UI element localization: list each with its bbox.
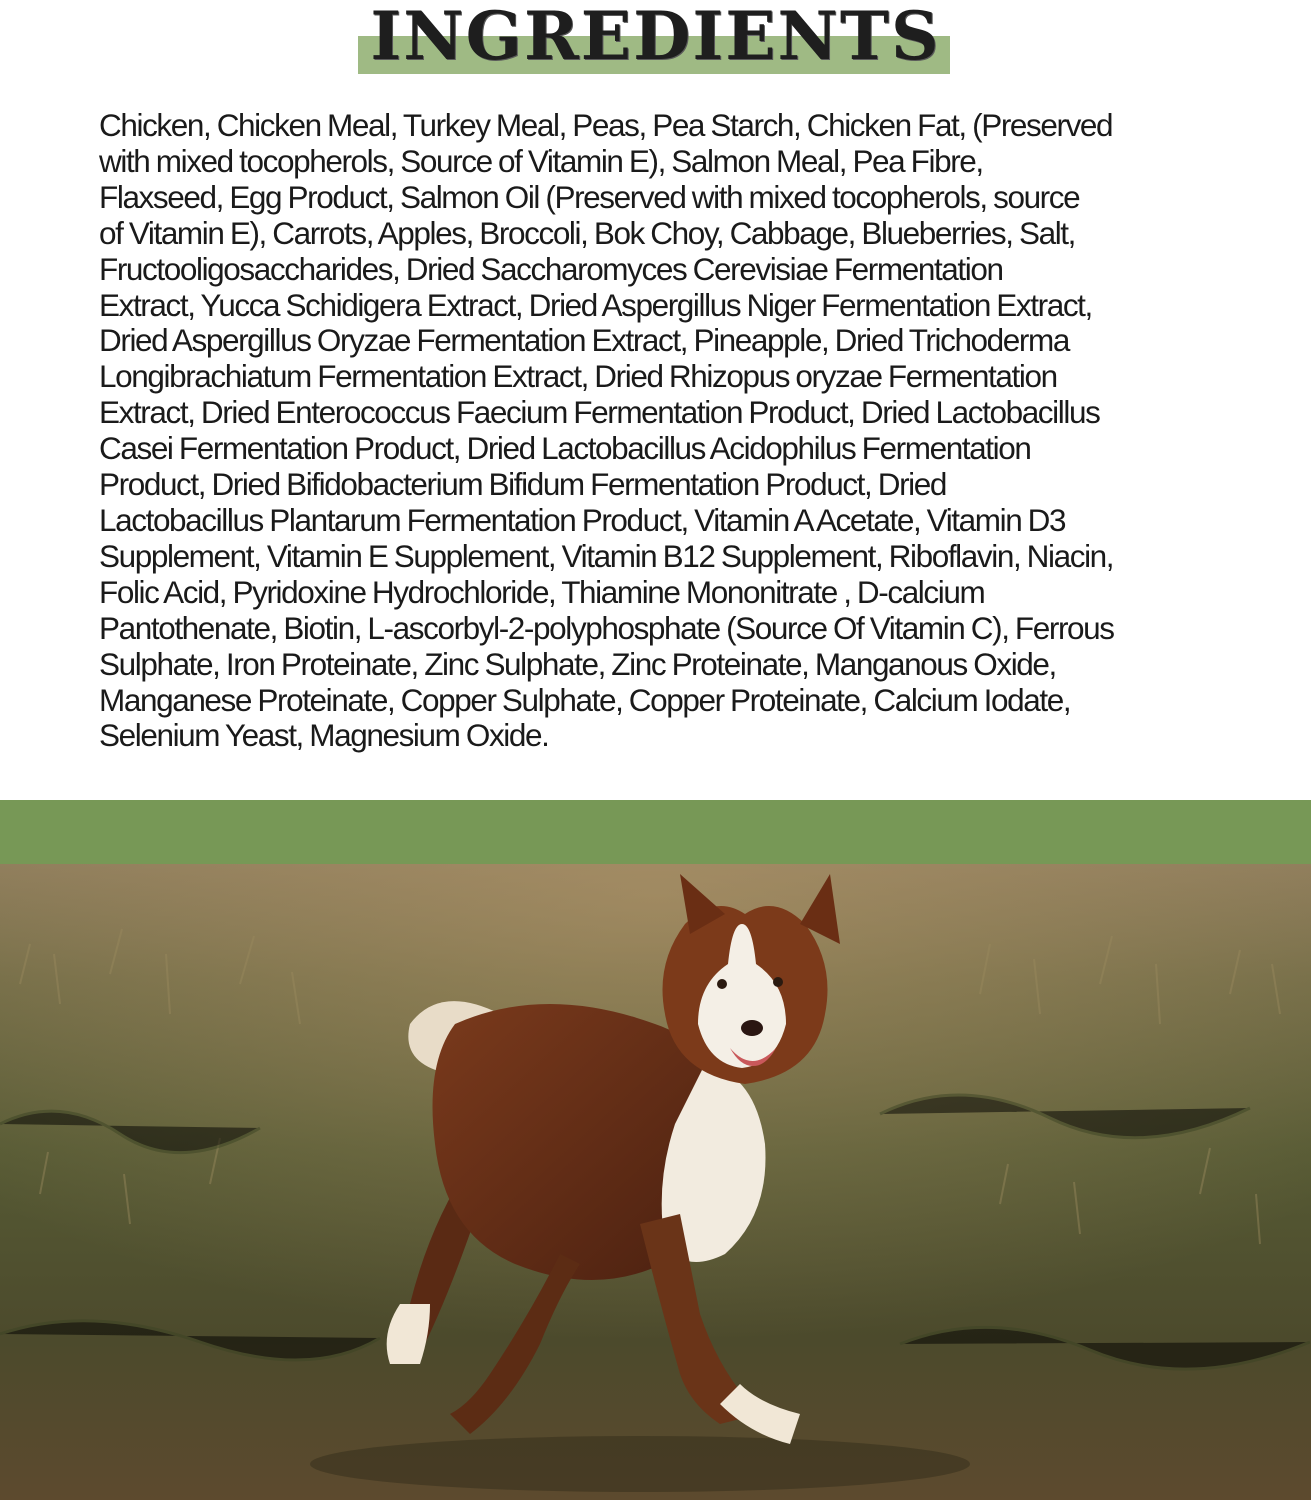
heading-section	[0, 0, 1311, 75]
dog-photo	[0, 864, 1311, 1500]
ingredients-list: Chicken, Chicken Meal, Turkey Meal, Peas, Pea Starch, Chicken Fat, (Preserved with mixed tocopherols, Source of Vitamin E), Salmon Meal, Pea Fibre, Flaxseed, Egg Product, Salmon Oil (Preserved with mixed tocopherols, source of Vitamin E), Carrots, Apples, Broccoli, Bok Choy, Cabbage, Blueberries, Salt, Fructooligosaccharides, Dried Saccharomyces Cerevisiae Fermentation Extract, Yucca Schidigera Extract, Dried Aspergillus Niger Fermentation Extract, Dried Aspergillus Oryzae Fermentation Extract, Pineapple, Dried Trichoderma Longibrachiatum Fermentation Extract, Dried Rhizopus oryzae Fermentation Extract, Dried Enterococcus Faecium Fermentation Product, Dried Lactobacillus Casei Fermentation Product, Dried Lactobacillus Acidophilus Fermentation Product, Dried Bifidobacterium Bifidum Fermentation Product, Dried Lactobacillus Plantarum Fermentation Product, Vitamin A Acetate, Vitamin D3 Supplement, Vitamin E Supplement, Vitamin B12 Supplement, Riboflavin, Niacin, Folic Acid, Pyridoxine Hydrochloride, Thiamine Mononitrate , D-calcium Pantothenate, Biotin, L-ascorbyl-2-polyphosphate (Source Of Vitamin C), Ferrous Sulphate, Iron Proteinate, Zinc Sulphate, Zinc Proteinate, Manganous Oxide, Manganese Proteinate, Copper Sulphate, Copper Proteinate, Calcium Iodate, Selenium Yeast, Magnesium Oxide.	[99, 107, 1114, 754]
green-divider-band	[0, 800, 1311, 864]
ingredients-heading: INGREDIENTS	[370, 0, 941, 75]
